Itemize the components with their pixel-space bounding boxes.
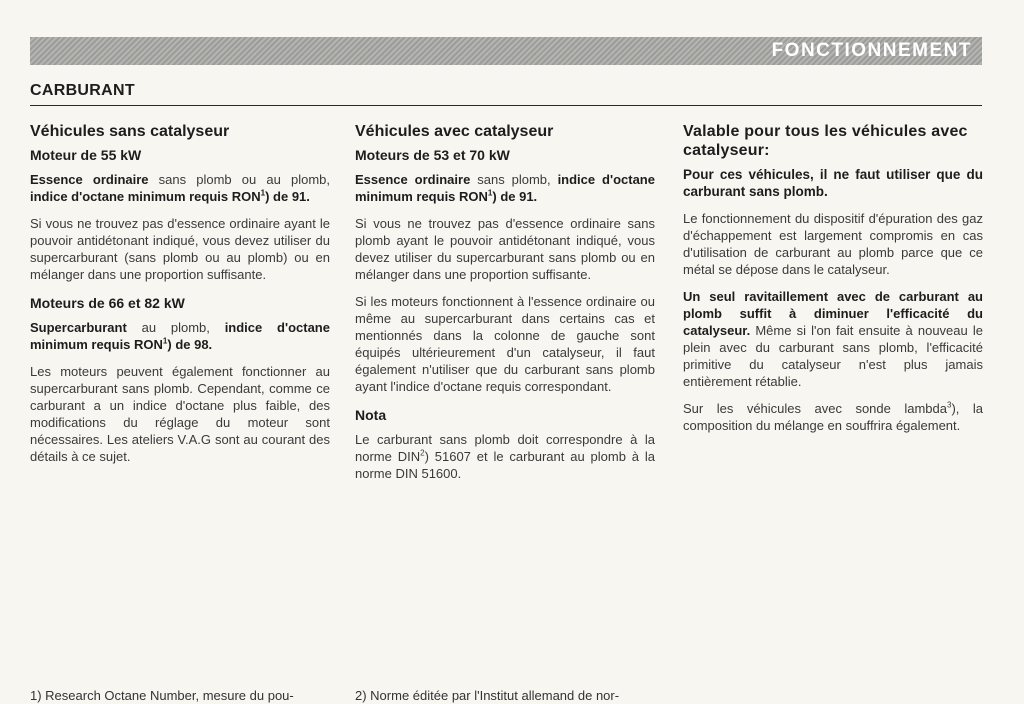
paragraph: Le fonctionnement du dispositif d'épuration des gaz d'échappement est largement compromis en cas d'utilisation de carburant au plomb parce que ce métal se dépose dans le catalyseur. — [683, 211, 983, 277]
footnote-ref: 2 — [420, 448, 425, 458]
fuel-type: Essence ordinaire — [355, 172, 471, 187]
footnote-1: 1) Research Octane Number, mesure du pou- — [30, 688, 294, 703]
engine-subheading: Moteurs de 66 et 82 kW — [30, 295, 185, 311]
footnote-ref: 1 — [162, 336, 168, 346]
paragraph: Si les moteurs fonctionnent à l'essence ordinaire ou même au supercarburant dans certains cas et mentionnés dans la colonne de gauche sont équipés ultérieurement d'un catalyseur, il faut également n'utiliser que du carburant sans plomb ayant l'indice d'octane requis correspondant. — [355, 294, 655, 394]
fuel-type: Essence ordinaire — [30, 172, 149, 187]
section-divider — [30, 105, 982, 106]
paragraph-text: Sur les véhicules avec sonde lambda — [683, 401, 947, 416]
column-title: Véhicules avec catalyseur — [355, 123, 554, 140]
nota-heading: Nota — [355, 407, 387, 423]
engine-subheading: Moteurs de 53 et 70 kW — [355, 147, 510, 163]
banner-title: FONCTIONNEMENT — [771, 40, 972, 61]
paragraph: Les moteurs peuvent également fonctionner au supercarburant sans plomb. Cependant, comme ce carburant a un indice d'octane plus faible, des modifications du réglage du moteur sont nécessaires. Les ateliers V.A.G sont au courant des détails à ce sujet. — [30, 364, 330, 464]
footnote-ref: 3 — [947, 400, 952, 410]
octane-value: ) de 91. — [492, 189, 538, 204]
paragraph — [683, 288, 983, 390]
nota-text — [355, 431, 655, 482]
octane-requirement: indice d'octane minimum requis RON — [30, 320, 330, 352]
nota-text-part: ) 51607 et le carburant au plomb à la norme DIN 51600. — [355, 449, 656, 481]
column-with-catalyst — [355, 122, 655, 492]
fuel-requirement — [355, 171, 655, 205]
octane-value: ) de 91. — [265, 189, 310, 204]
octane-requirement: indice d'octane minimum requis RON — [30, 189, 261, 204]
fuel-type: Supercarburant — [30, 320, 127, 335]
fuel-detail: sans plomb, — [470, 172, 558, 187]
paragraph: Si vous ne trouvez pas d'essence ordinaire ayant le pouvoir antidétonant indiqué, vous devez utiliser du supercarburant (sans plomb ou au plomb) ou en mélanger dans une proportion suffisante. — [30, 216, 330, 282]
nota-text-part: Le carburant sans plomb doit correspondre à la norme DIN — [355, 432, 655, 464]
warning-bold: Un seul ravitaillement avec de carburant au plomb suffit à diminuer l'efficacité du catalyseur. — [683, 289, 983, 338]
paragraph-text: ), la composition du mélange en souffrira également. — [683, 401, 983, 433]
header-banner — [30, 37, 982, 65]
warning-text: Pour ces véhicules, il ne faut utiliser que du carburant sans plomb. — [683, 167, 983, 199]
footnote-ref: 1 — [260, 188, 266, 198]
column-title: Valable pour tous les véhicules avec catalyseur: — [683, 123, 968, 159]
octane-value: ) de 98. — [167, 337, 213, 352]
fuel-detail: au plomb, — [126, 320, 225, 335]
fuel-detail: sans plomb ou au plomb, — [148, 172, 331, 187]
engine-subheading: Moteur de 55 kW — [30, 147, 142, 163]
footnote-ref: 1 — [487, 188, 493, 198]
column-all-catalyst — [683, 122, 983, 444]
fuel-requirement — [30, 171, 330, 205]
paragraph-text: Même si l'on fait ensuite à nouveau le plein avec du carburant sans plomb, l'efficacité primitive du catalyseur n'est plus jamais entièrement rétablie. — [683, 323, 983, 389]
column-title: Véhicules sans catalyseur — [30, 123, 230, 140]
column-without-catalyst — [30, 122, 330, 475]
section-title: CARBURANT — [30, 82, 135, 99]
fuel-requirement — [30, 319, 330, 353]
paragraph: Si vous ne trouvez pas d'essence ordinaire sans plomb ayant le pouvoir antidétonant indiqué, vous devez utiliser du supercarburant sans plomb ou en mélanger dans une proportion suffisante. — [355, 216, 655, 282]
paragraph — [683, 400, 983, 434]
octane-requirement: indice d'octane minimum requis RON — [355, 172, 655, 204]
footnote-2: 2) Norme éditée par l'Institut allemand de nor- — [355, 688, 620, 703]
